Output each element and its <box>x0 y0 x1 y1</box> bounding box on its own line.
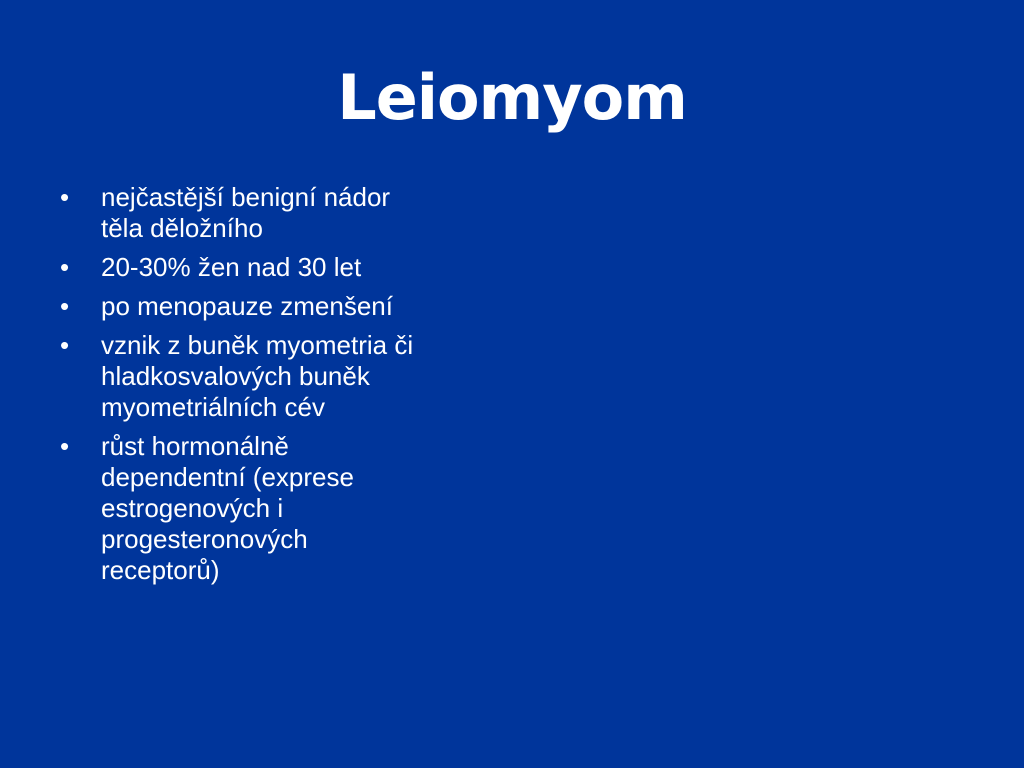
bullet-marker: • <box>60 252 70 282</box>
bullet-text-line: vznik z buněk myometria či <box>101 330 414 360</box>
bullet-text-line: těla děložního <box>101 213 263 243</box>
bullet-marker: • <box>60 291 70 321</box>
bullet-text-line: 20-30% žen nad 30 let <box>101 252 362 282</box>
bullet-text-line: dependentní (exprese <box>101 462 354 492</box>
bullet-item <box>60 330 580 423</box>
bullet-text-line: estrogenových i <box>101 493 284 523</box>
bullet-item <box>60 431 580 586</box>
bullet-text-line: progesteronových <box>101 524 308 554</box>
bullet-marker: • <box>60 182 70 212</box>
bullet-text-line: hladkosvalových buněk <box>101 361 370 391</box>
bullet-text-line: receptorů) <box>101 555 220 585</box>
bullet-text-line: po menopauze zmenšení <box>101 291 393 321</box>
bullet-item <box>60 182 580 244</box>
bullet-marker: • <box>60 330 70 360</box>
bullet-marker: • <box>60 431 70 461</box>
bullet-text-line: nejčastější benigní nádor <box>101 182 391 212</box>
bullet-text-line: myometriálních cév <box>101 392 325 422</box>
bullet-item <box>60 291 580 322</box>
slide-title: Leiomyom <box>337 61 687 134</box>
bullet-list <box>60 182 580 594</box>
bullet-item <box>60 252 580 283</box>
bullet-text-line: růst hormonálně <box>101 431 289 461</box>
